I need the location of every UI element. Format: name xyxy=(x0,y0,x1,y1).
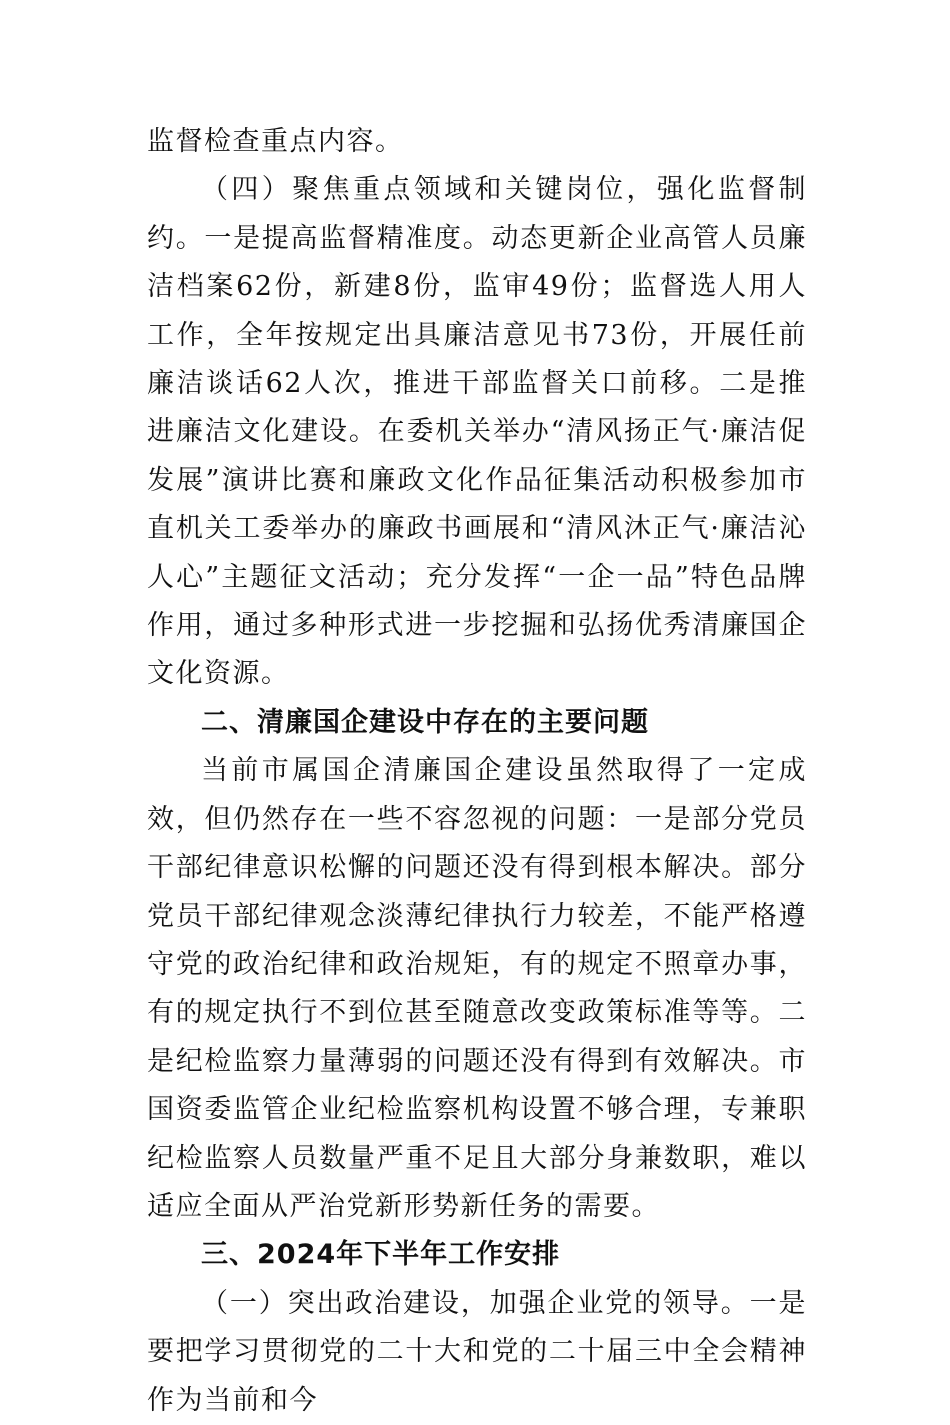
document-page xyxy=(147,118,807,1425)
paragraph-problems: 当前市属国企清廉国企建设虽然取得了一定成效，但仍然存在一些不容忽视的问题：一是部分党员干部纪律意识松懈的问题还没有得到根本解决。部分党员干部纪律观念淡薄纪律执行力较差，不能严格遵守党的政治纪律和政治规矩，有的规定不照章办事，有的规定执行不到位甚至随意改变政策标准等等。二是纪检监察力量薄弱的问题还没有得到有效解决。市国资委监管企业纪检监察机构设置不够合理，专兼职纪检监察人员数量严重不足且大部分身兼数职，难以适应全面从严治党新形势新任务的需要。 xyxy=(147,755,807,1222)
paragraph-continuation: 监督检查重点内容。 xyxy=(147,126,404,157)
heading-problems: 二、清廉国企建设中存在的主要问题 xyxy=(201,706,649,738)
heading-work-plan: 三、2024年下半年工作安排 xyxy=(201,1239,561,1271)
paragraph-section-four: （四）聚焦重点领域和关键岗位，强化监督制约。一是提高监督精准度。动态更新企业高管人员廉洁档案62份，新建8份，监审49份；监督选人用人工作，全年按规定出具廉洁意见书73份，开展任前廉洁谈话62人次，推进干部监督关口前移。二是推进廉洁文化建设。在委机关举办“清风扬正气·廉洁促发展”演讲比赛和廉政文化作品征集活动积极参加市直机关工委举办的廉政书画展和“清风沐正气·廉洁沁人心”主题征文活动；充分发挥“一企一品”特色品牌作用，通过多种形式进一步挖掘和弘扬优秀清廉国企文化资源。 xyxy=(147,174,807,690)
paragraph-work-plan-one: （一）突出政治建设，加强企业党的领导。一是要把学习贯彻党的二十大和党的二十届三中全会精神作为当前和今 xyxy=(147,1287,807,1416)
